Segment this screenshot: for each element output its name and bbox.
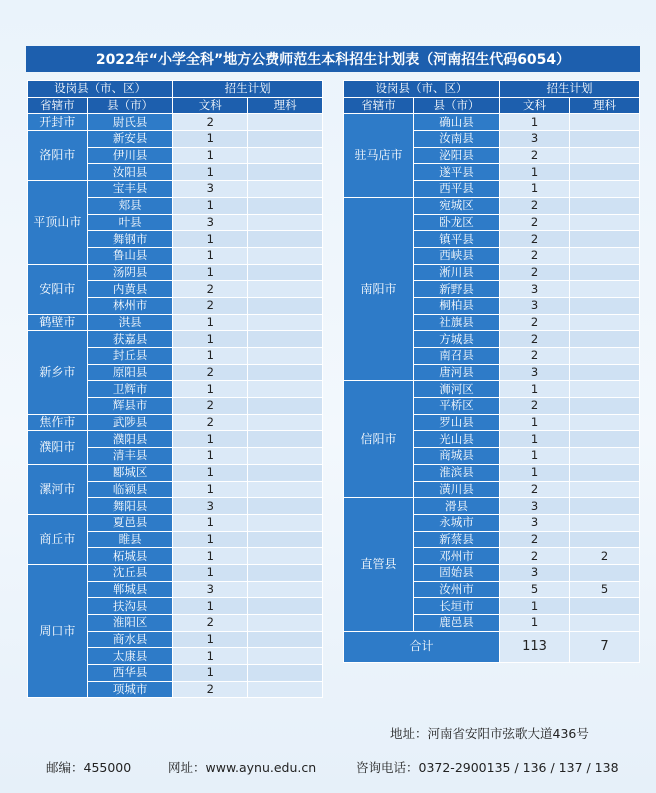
science-cell	[248, 281, 323, 298]
page-title: 2022年“小学全科”地方公费师范生本科招生计划表（河南招生代码6054）	[26, 46, 640, 72]
science-cell	[248, 297, 323, 314]
county-cell: 睢县	[87, 531, 173, 548]
subheader-row	[28, 97, 323, 114]
county-cell: 太康县	[87, 648, 173, 665]
table-row	[28, 564, 323, 581]
arts-cell: 3	[500, 498, 570, 515]
science-cell	[248, 114, 323, 131]
county-cell: 武陟县	[87, 414, 173, 431]
county-cell: 卧龙区	[414, 214, 500, 231]
county-cell: 确山县	[414, 114, 500, 131]
county-cell: 新安县	[87, 131, 173, 148]
county-cell: 滑县	[414, 498, 500, 515]
science-cell	[570, 181, 640, 198]
county-cell: 邓州市	[414, 548, 500, 565]
county-cell: 方城县	[414, 331, 500, 348]
science-cell	[570, 481, 640, 498]
table-row	[344, 381, 640, 398]
arts-header: 文科	[500, 97, 570, 114]
science-cell	[248, 631, 323, 648]
arts-cell: 3	[500, 514, 570, 531]
arts-cell: 1	[173, 147, 248, 164]
county-cell: 泌阳县	[414, 147, 500, 164]
arts-cell: 2	[500, 348, 570, 365]
science-cell	[248, 615, 323, 632]
science-cell	[248, 514, 323, 531]
city-cell: 周口市	[28, 564, 88, 698]
arts-cell: 1	[173, 665, 248, 682]
arts-cell: 2	[173, 398, 248, 415]
science-cell	[570, 498, 640, 515]
science-cell	[570, 514, 640, 531]
total-label: 合计	[344, 631, 500, 662]
science-cell	[570, 247, 640, 264]
science-cell	[570, 264, 640, 281]
arts-cell: 3	[173, 214, 248, 231]
county-cell: 汝阳县	[87, 164, 173, 181]
county-cell: 卫辉市	[87, 381, 173, 398]
arts-cell: 1	[500, 164, 570, 181]
science-cell	[248, 665, 323, 682]
science-cell	[248, 648, 323, 665]
science-cell	[570, 164, 640, 181]
arts-cell: 3	[173, 498, 248, 515]
header-row	[344, 81, 640, 98]
county-cell: 临颍县	[87, 481, 173, 498]
city-cell: 新乡市	[28, 331, 88, 414]
table-row	[28, 414, 323, 431]
county-cell: 濮阳县	[87, 431, 173, 448]
arts-cell: 2	[500, 331, 570, 348]
city-cell: 南阳市	[344, 197, 414, 381]
arts-cell: 5	[500, 581, 570, 598]
left-plan-table	[27, 80, 323, 698]
county-cell: 遂平县	[414, 164, 500, 181]
county-cell: 舞阳县	[87, 498, 173, 515]
county-cell: 伊川县	[87, 147, 173, 164]
county-cell: 桐柏县	[414, 297, 500, 314]
county-cell: 唐河县	[414, 364, 500, 381]
county-cell: 夏邑县	[87, 514, 173, 531]
region-header: 设岗县（市、区）	[28, 81, 173, 98]
arts-cell: 1	[500, 448, 570, 465]
county-cell: 西华县	[87, 665, 173, 682]
science-cell	[570, 464, 640, 481]
arts-cell: 1	[173, 564, 248, 581]
arts-cell: 2	[500, 548, 570, 565]
science-cell	[570, 381, 640, 398]
science-cell	[248, 414, 323, 431]
science-cell	[570, 197, 640, 214]
table-row	[344, 498, 640, 515]
county-cell: 鲁山县	[87, 247, 173, 264]
table-row	[344, 114, 640, 131]
science-cell	[248, 197, 323, 214]
arts-cell: 2	[173, 114, 248, 131]
county-header: 县（市）	[414, 97, 500, 114]
county-cell: 淇县	[87, 314, 173, 331]
plan-header: 招生计划	[500, 81, 640, 98]
county-cell: 汤阴县	[87, 264, 173, 281]
science-cell	[570, 414, 640, 431]
arts-cell: 3	[500, 131, 570, 148]
science-cell	[570, 364, 640, 381]
county-cell: 社旗县	[414, 314, 500, 331]
arts-cell: 2	[500, 481, 570, 498]
arts-cell: 1	[173, 348, 248, 365]
arts-cell: 3	[500, 297, 570, 314]
science-header: 理科	[570, 97, 640, 114]
county-cell: 新蔡县	[414, 531, 500, 548]
science-cell	[248, 581, 323, 598]
arts-cell: 1	[173, 381, 248, 398]
arts-cell: 1	[173, 448, 248, 465]
county-cell: 郸城县	[87, 581, 173, 598]
province-city-header: 省辖市	[344, 97, 414, 114]
region-header: 设岗县（市、区）	[344, 81, 500, 98]
total-row	[344, 631, 640, 662]
arts-cell: 1	[173, 231, 248, 248]
county-cell: 淮阳区	[87, 615, 173, 632]
table-row	[28, 314, 323, 331]
table-row	[28, 114, 323, 131]
arts-cell: 3	[173, 581, 248, 598]
science-cell	[248, 231, 323, 248]
city-cell: 鹤壁市	[28, 314, 88, 331]
header-row	[28, 81, 323, 98]
county-cell: 西峡县	[414, 247, 500, 264]
science-cell	[248, 214, 323, 231]
arts-cell: 1	[173, 264, 248, 281]
science-cell	[248, 548, 323, 565]
county-cell: 宛城区	[414, 197, 500, 214]
county-cell: 新野县	[414, 281, 500, 298]
county-cell: 罗山县	[414, 414, 500, 431]
science-cell	[248, 448, 323, 465]
county-cell: 沈丘县	[87, 564, 173, 581]
science-cell	[248, 147, 323, 164]
arts-cell: 1	[173, 631, 248, 648]
arts-cell: 3	[500, 364, 570, 381]
science-cell	[248, 381, 323, 398]
county-cell: 汝南县	[414, 131, 500, 148]
arts-cell: 2	[500, 214, 570, 231]
subheader-row	[344, 97, 640, 114]
city-cell: 驻马店市	[344, 114, 414, 197]
county-cell: 郏县	[87, 197, 173, 214]
county-cell: 淅川县	[414, 264, 500, 281]
arts-cell: 2	[500, 314, 570, 331]
county-cell: 项城市	[87, 681, 173, 698]
science-cell: 2	[570, 548, 640, 565]
phone: 咨询电话：0372-2900135 / 136 / 137 / 138	[356, 760, 619, 775]
science-cell	[248, 247, 323, 264]
science-cell	[570, 348, 640, 365]
table-row	[28, 131, 323, 148]
science-cell	[570, 297, 640, 314]
address: 地址：河南省安阳市弦歌大道436号	[390, 726, 589, 741]
arts-cell: 3	[173, 181, 248, 198]
city-cell: 濮阳市	[28, 431, 88, 464]
website: 网址：www.aynu.edu.cn	[168, 760, 317, 775]
county-cell: 尉氏县	[87, 114, 173, 131]
arts-cell: 1	[173, 531, 248, 548]
science-header: 理科	[248, 97, 323, 114]
county-cell: 扶沟县	[87, 598, 173, 615]
science-cell	[570, 398, 640, 415]
county-cell: 镇平县	[414, 231, 500, 248]
table-row	[28, 464, 323, 481]
city-cell: 洛阳市	[28, 131, 88, 181]
county-cell: 内黄县	[87, 281, 173, 298]
arts-cell: 1	[173, 197, 248, 214]
arts-cell: 2	[173, 615, 248, 632]
science-cell	[248, 531, 323, 548]
arts-cell: 1	[173, 514, 248, 531]
arts-header: 文科	[173, 97, 248, 114]
city-cell: 焦作市	[28, 414, 88, 431]
science-cell	[248, 564, 323, 581]
county-cell: 辉县市	[87, 398, 173, 415]
science-cell	[248, 398, 323, 415]
county-cell: 鹿邑县	[414, 615, 500, 632]
table-row	[28, 264, 323, 281]
arts-cell: 2	[500, 264, 570, 281]
arts-cell: 2	[173, 297, 248, 314]
arts-cell: 1	[500, 414, 570, 431]
city-cell: 漯河市	[28, 464, 88, 514]
arts-cell: 1	[500, 464, 570, 481]
county-cell: 淮滨县	[414, 464, 500, 481]
arts-cell: 2	[500, 197, 570, 214]
science-cell	[248, 314, 323, 331]
science-cell	[570, 114, 640, 131]
total-arts: 113	[500, 631, 570, 662]
arts-cell: 1	[500, 431, 570, 448]
city-cell: 信阳市	[344, 381, 414, 498]
county-cell: 原阳县	[87, 364, 173, 381]
arts-cell: 1	[173, 164, 248, 181]
right-plan-table	[343, 80, 640, 663]
arts-cell: 1	[173, 481, 248, 498]
city-cell: 商丘市	[28, 514, 88, 564]
science-cell	[248, 681, 323, 698]
table-row	[28, 431, 323, 448]
table-row	[28, 331, 323, 348]
arts-cell: 3	[500, 564, 570, 581]
county-cell: 潢川县	[414, 481, 500, 498]
arts-cell: 2	[500, 231, 570, 248]
plan-header: 招生计划	[173, 81, 323, 98]
science-cell	[248, 498, 323, 515]
city-cell: 平顶山市	[28, 181, 88, 264]
science-cell	[248, 364, 323, 381]
table-row	[28, 514, 323, 531]
arts-cell: 1	[173, 598, 248, 615]
county-cell: 舞钢市	[87, 231, 173, 248]
arts-cell: 1	[173, 131, 248, 148]
science-cell	[248, 331, 323, 348]
science-cell: 5	[570, 581, 640, 598]
county-cell: 永城市	[414, 514, 500, 531]
postcode: 邮编：455000	[46, 760, 132, 775]
county-cell: 长垣市	[414, 598, 500, 615]
table-row	[28, 181, 323, 198]
city-cell: 开封市	[28, 114, 88, 131]
county-cell: 固始县	[414, 564, 500, 581]
science-cell	[570, 314, 640, 331]
arts-cell: 2	[500, 247, 570, 264]
science-cell	[248, 181, 323, 198]
science-cell	[570, 281, 640, 298]
arts-cell: 1	[173, 648, 248, 665]
science-cell	[570, 448, 640, 465]
table-row	[344, 197, 640, 214]
county-cell: 商水县	[87, 631, 173, 648]
science-cell	[570, 214, 640, 231]
arts-cell: 2	[173, 364, 248, 381]
arts-cell: 1	[173, 331, 248, 348]
science-cell	[248, 431, 323, 448]
arts-cell: 3	[500, 281, 570, 298]
city-cell: 安阳市	[28, 264, 88, 314]
science-cell	[248, 464, 323, 481]
science-cell	[248, 264, 323, 281]
science-cell	[248, 598, 323, 615]
arts-cell: 2	[500, 398, 570, 415]
arts-cell: 1	[500, 615, 570, 632]
arts-cell: 2	[500, 147, 570, 164]
science-cell	[570, 131, 640, 148]
county-cell: 浉河区	[414, 381, 500, 398]
county-cell: 光山县	[414, 431, 500, 448]
science-cell	[570, 615, 640, 632]
county-cell: 平桥区	[414, 398, 500, 415]
arts-cell: 1	[173, 548, 248, 565]
arts-cell: 1	[500, 181, 570, 198]
science-cell	[570, 147, 640, 164]
arts-cell: 1	[173, 431, 248, 448]
arts-cell: 1	[500, 381, 570, 398]
arts-cell: 1	[500, 598, 570, 615]
arts-cell: 2	[500, 531, 570, 548]
county-cell: 宝丰县	[87, 181, 173, 198]
county-cell: 郾城区	[87, 464, 173, 481]
county-cell: 南召县	[414, 348, 500, 365]
county-cell: 西平县	[414, 181, 500, 198]
arts-cell: 1	[173, 464, 248, 481]
county-cell: 清丰县	[87, 448, 173, 465]
county-cell: 商城县	[414, 448, 500, 465]
county-cell: 叶县	[87, 214, 173, 231]
science-cell	[570, 331, 640, 348]
science-cell	[248, 131, 323, 148]
arts-cell: 2	[173, 281, 248, 298]
county-header: 县（市）	[87, 97, 173, 114]
science-cell	[570, 598, 640, 615]
city-cell: 直管县	[344, 498, 414, 632]
county-cell: 封丘县	[87, 348, 173, 365]
county-cell: 柘城县	[87, 548, 173, 565]
arts-cell: 1	[173, 314, 248, 331]
county-cell: 获嘉县	[87, 331, 173, 348]
science-cell	[570, 564, 640, 581]
arts-cell: 1	[173, 247, 248, 264]
science-cell	[570, 431, 640, 448]
science-cell	[248, 164, 323, 181]
science-cell	[248, 481, 323, 498]
science-cell	[570, 231, 640, 248]
county-cell: 汝州市	[414, 581, 500, 598]
science-cell	[248, 348, 323, 365]
province-city-header: 省辖市	[28, 97, 88, 114]
arts-cell: 2	[173, 681, 248, 698]
arts-cell: 2	[173, 414, 248, 431]
county-cell: 林州市	[87, 297, 173, 314]
total-science: 7	[570, 631, 640, 662]
science-cell	[570, 531, 640, 548]
arts-cell: 1	[500, 114, 570, 131]
